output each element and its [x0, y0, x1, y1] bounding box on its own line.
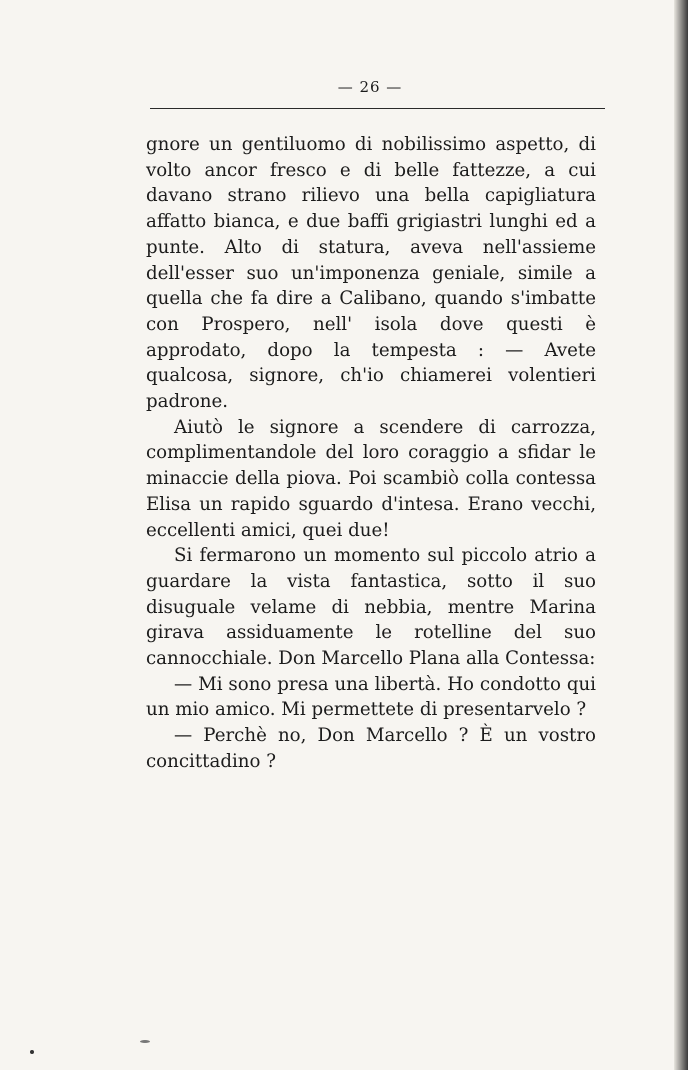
header-rule [150, 108, 605, 109]
paragraph: Aiutò le signore a scendere di carrozza, complimentandole del loro coraggio a sfidar le minaccie della piova. Poi scambiò colla contessa Elisa un rapido sguardo d'intesa. Erano vecchi, eccellenti amici, quei due! [146, 416, 596, 541]
ink-speck [140, 1040, 150, 1043]
paragraph: — Perchè no, Don Marcello ? È un vostro concittadino ? [146, 725, 596, 772]
page-number: — 26 — [337, 78, 403, 96]
body-text [146, 132, 596, 775]
page-edge-shadow [674, 0, 688, 1070]
ink-speck [30, 1050, 34, 1054]
paragraph: gnore un gentiluomo di nobilissimo aspetto, di volto ancor fresco e di belle fattezze, a cui davano strano rilievo una bella capigliatura affatto bianca, e due baffi grigiastri lunghi ed a punte. Alto di statura, aveva nell'assieme dell'esser suo un'imponenza geniale, simile a quella che fa dire a Calibano, quando s'imbatte con Prospero, nell' isola dove questi è approdato, dopo la tempesta : — Avete qualcosa, signore, ch'io chiamerei volentieri padrone. [146, 134, 596, 413]
paragraph: Si fermarono un momento sul piccolo atrio a guardare la vista fantastica, sotto il suo disuguale velame di nebbia, mentre Marina girava assiduamente le rotelline del suo cannocchiale. Don Marcello Plana alla Contessa: [146, 545, 596, 670]
paragraph: — Mi sono presa una libertà. Ho condotto qui un mio amico. Mi permettete di presentarvelo ? [146, 673, 596, 721]
